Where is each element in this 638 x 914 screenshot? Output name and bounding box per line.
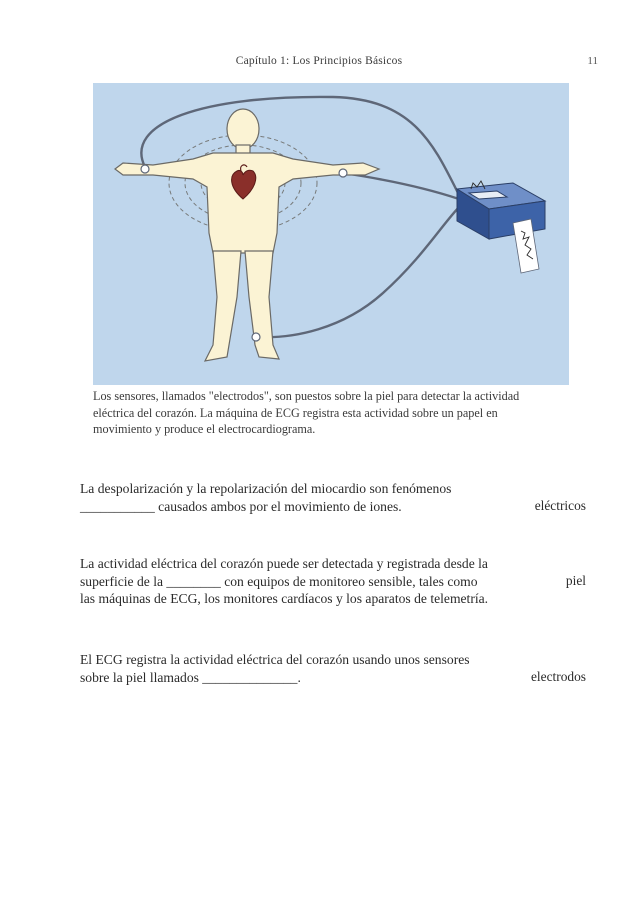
answer-text: electrodos: [530, 669, 586, 684]
question-2: [80, 555, 600, 608]
figure-caption: Los sensores, llamados "electrodos", son puestos sobre la piel para detectar la actividad eléctrica del corazón. La máquina de ECG registra esta actividad sobre un papel en movimiento y produce el electrocardiograma.: [93, 389, 520, 436]
cable-right-arm: [343, 173, 459, 199]
question-1: [80, 480, 600, 515]
human-figure: [115, 109, 379, 361]
page-header: [0, 55, 638, 71]
page-number: 11: [587, 55, 598, 67]
cable-leg: [256, 205, 461, 337]
chapter-title: Capítulo 1: Los Principios Básicos: [235, 55, 403, 67]
question-text: La actividad eléctrica del corazón puede ser detectada y registrada desde la superficie de la ________ con equipos de monitoreo sensible, tales como las máquinas de ECG, los monitores cardíacos y los aparatos de telemetría.: [80, 556, 489, 607]
ecg-illustration: [93, 83, 569, 385]
question-text: El ECG registra la actividad eléctrica del corazón usando unos sensores sobre la piel llamados ______________.: [80, 652, 470, 685]
answer-text: eléctricos: [534, 498, 586, 513]
question-3: [80, 651, 600, 686]
answer-text: piel: [565, 573, 586, 588]
question-text: La despolarización y la repolarización del miocardio son fenómenos ___________ causados ambos por el movimiento de iones.: [80, 481, 452, 514]
cable-left-arm: [141, 97, 459, 195]
